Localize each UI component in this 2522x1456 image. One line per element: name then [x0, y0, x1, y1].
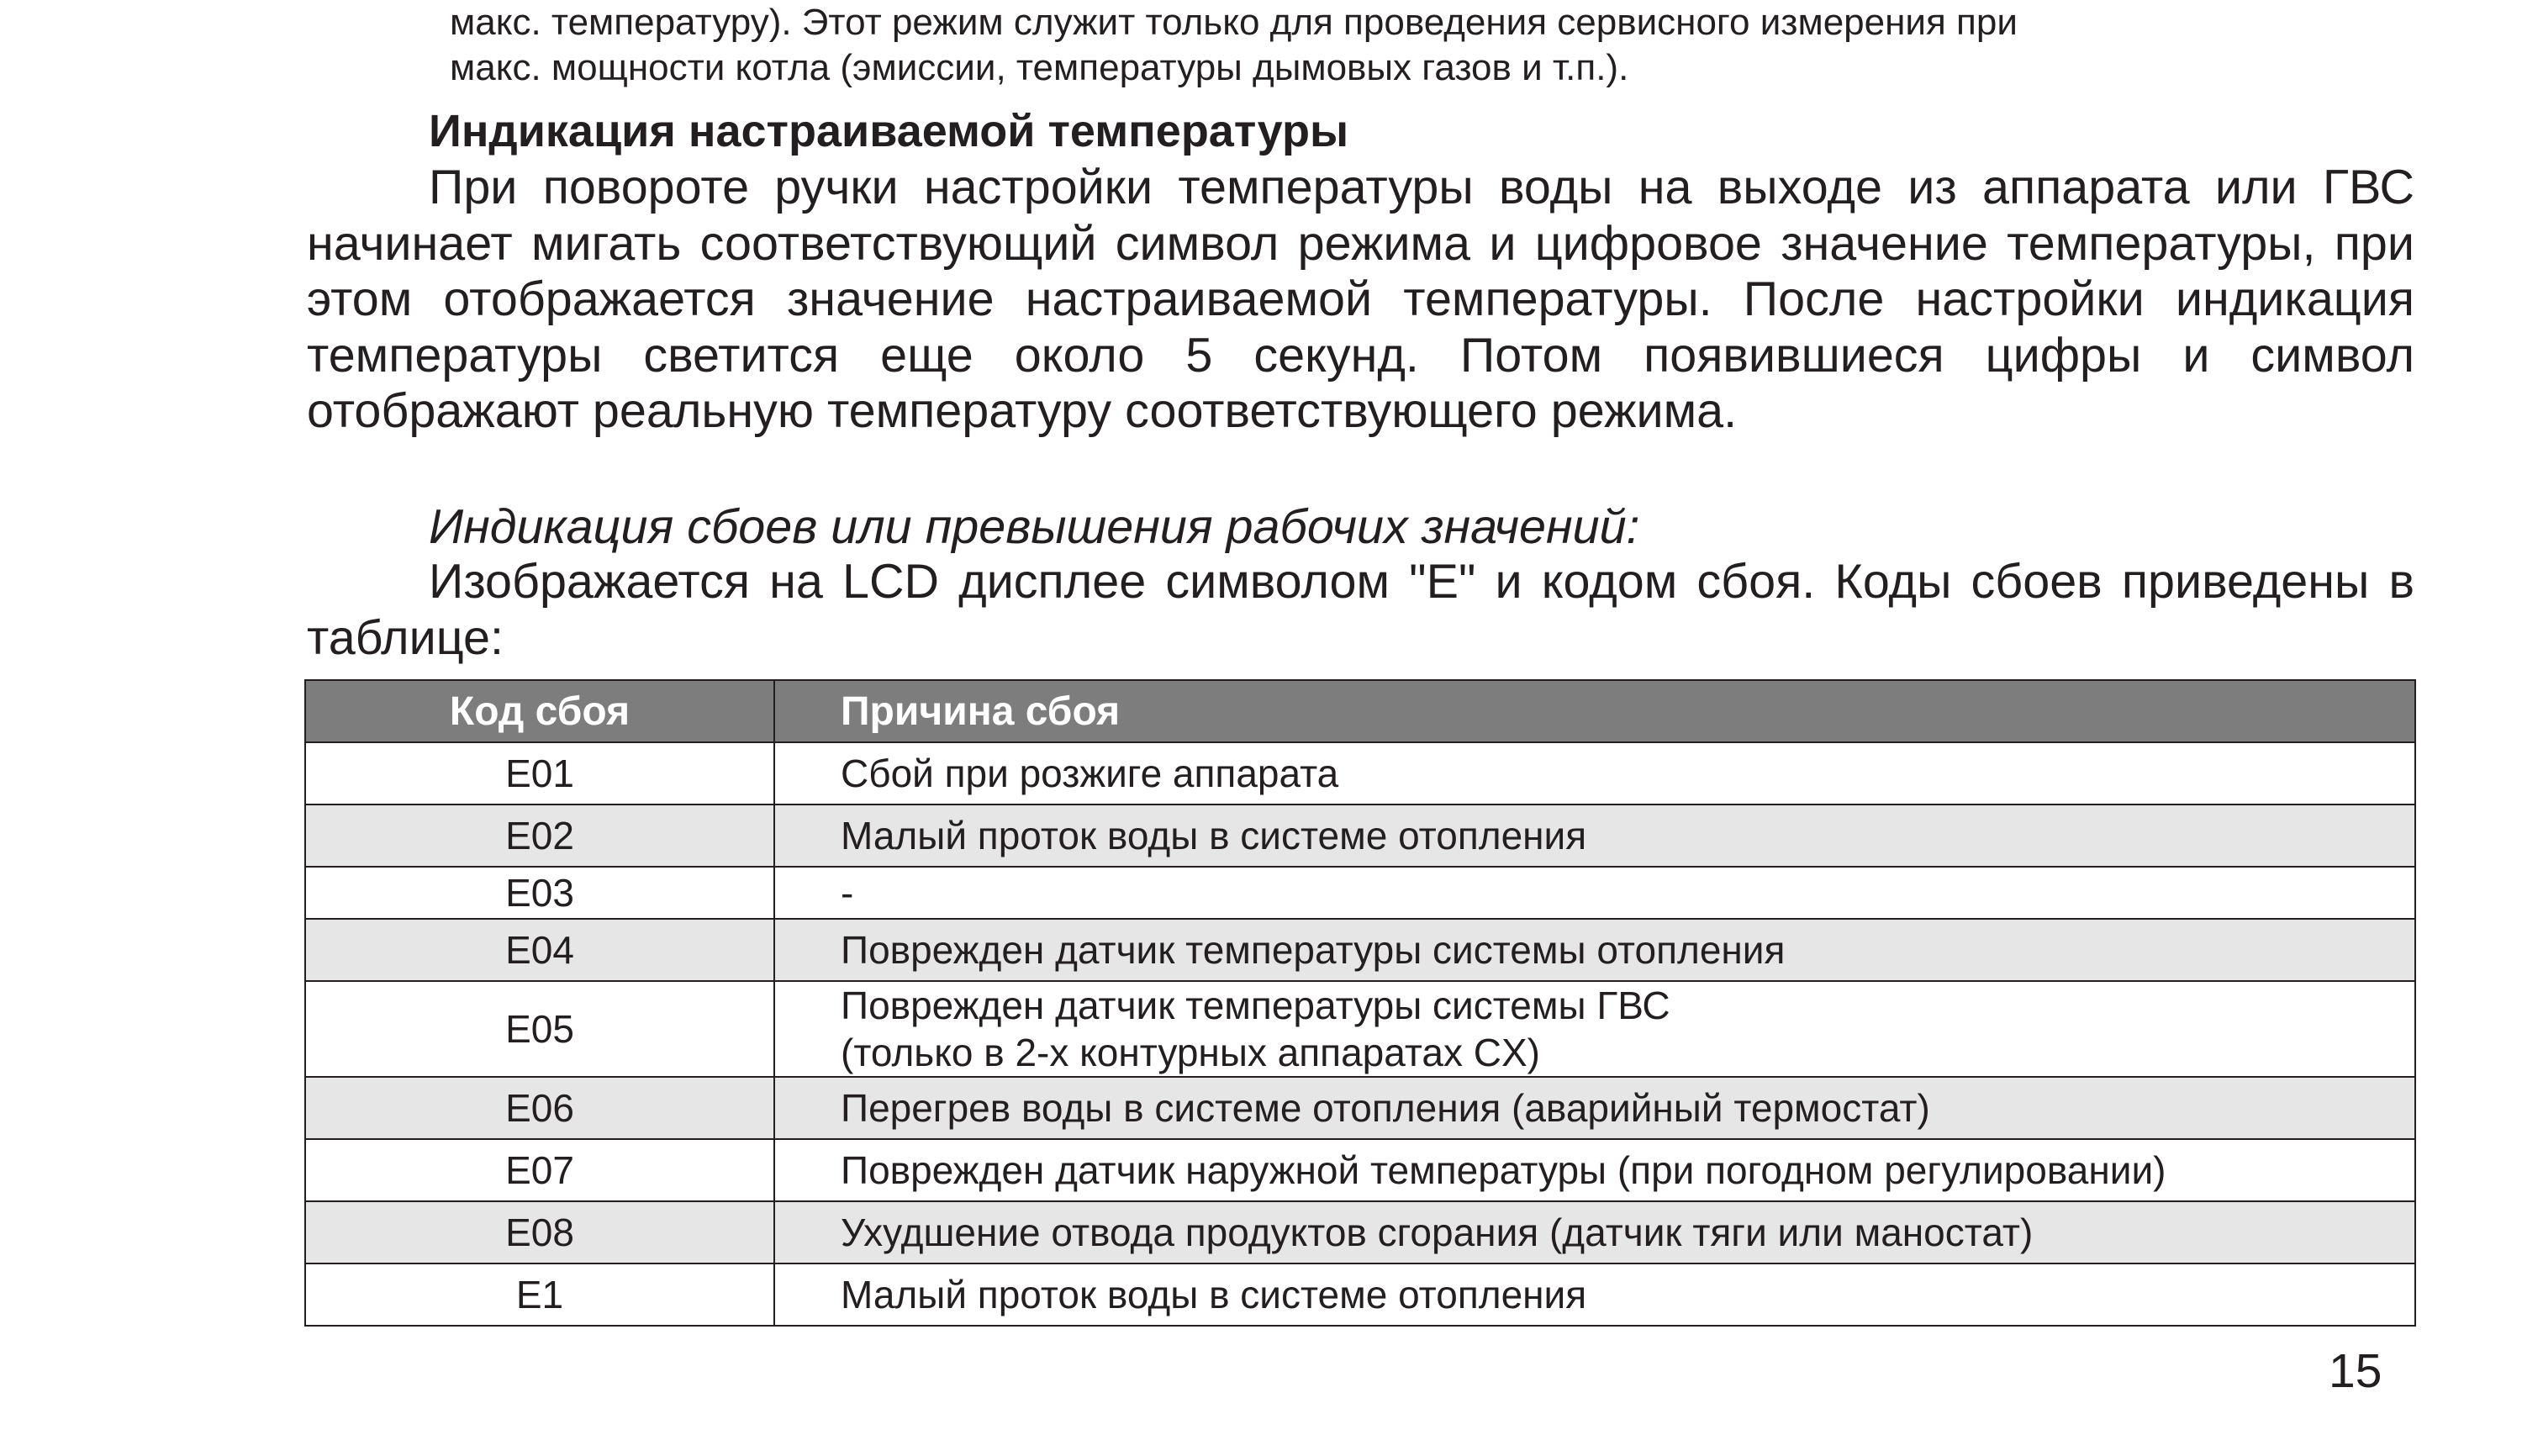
fault-cause: Поврежден датчик температуры системы отопления	[774, 919, 2415, 981]
fault-code: E04	[305, 919, 774, 981]
table-row	[305, 1077, 2415, 1139]
section-paragraph	[307, 160, 2414, 440]
fault-indication-heading: Индикация сбоев или превышения рабочих значений:	[429, 500, 1640, 554]
fault-code: E08	[305, 1201, 774, 1263]
fault-code: E01	[305, 742, 774, 804]
table-row	[305, 742, 2415, 804]
fault-cause: Перегрев воды в системе отопления (аварийный термостат)	[774, 1077, 2415, 1139]
intro-line: макс. температуру). Этот режим служит только для проведения сервисного измерения при	[450, 2, 2018, 43]
fault-cause-line: (только в 2-х контурных аппаратах CX)	[841, 1031, 1540, 1074]
section-paragraph-text: При повороте ручки настройки температуры воды на выходе из аппарата или ГВС начинает мигать соответствующий символ режима и цифровое значение температуры, при этом отображается значение настраиваемой температуры. После настройки индикация температуры светится еще около 5 секунд. Потом появившиеся цифры и символ отображают реальную температуру соответствующего режима.	[307, 161, 2414, 438]
table-row	[305, 919, 2415, 981]
intro-text	[450, 0, 2400, 91]
table-row	[305, 1139, 2415, 1201]
table-header-row	[305, 680, 2415, 742]
section-heading: Индикация настраиваемой температуры	[429, 106, 1349, 156]
header-fault-cause: Причина сбоя	[774, 680, 2415, 742]
fault-cause: Поврежден датчик наружной температуры (при погодном регулировании)	[774, 1139, 2415, 1201]
intro-line: макс. мощности котла (эмиссии, температуры дымовых газов и т.п.).	[450, 47, 1629, 88]
fault-code: E02	[305, 804, 774, 867]
fault-cause	[774, 981, 2415, 1077]
table-row	[305, 804, 2415, 867]
table-row	[305, 1263, 2415, 1326]
fault-cause-line: Поврежден датчик температуры системы ГВС	[841, 984, 1670, 1027]
fault-code: E07	[305, 1139, 774, 1201]
fault-code: E05	[305, 981, 774, 1077]
fault-cause: Сбой при розжиге аппарата	[774, 742, 2415, 804]
table-row	[305, 981, 2415, 1077]
fault-code: E06	[305, 1077, 774, 1139]
fault-code: E03	[305, 867, 774, 919]
fault-cause: Малый проток воды в системе отопления	[774, 1263, 2415, 1326]
table-row	[305, 1201, 2415, 1263]
fault-cause: -	[774, 867, 2415, 919]
fault-cause: Ухудшение отвода продуктов сгорания (датчик тяги или маностат)	[774, 1201, 2415, 1263]
table-row	[305, 867, 2415, 919]
header-fault-code: Код сбоя	[305, 680, 774, 742]
fault-cause: Малый проток воды в системе отопления	[774, 804, 2415, 867]
fault-paragraph-text: Изображается на LCD дисплее символом "E" и кодом сбоя. Коды сбоев приведены в таблице:	[307, 555, 2414, 665]
fault-codes-table	[304, 679, 2416, 1327]
fault-indication-paragraph	[307, 554, 2414, 666]
page-number: 15	[2329, 1344, 2382, 1398]
fault-code: E1	[305, 1263, 774, 1326]
